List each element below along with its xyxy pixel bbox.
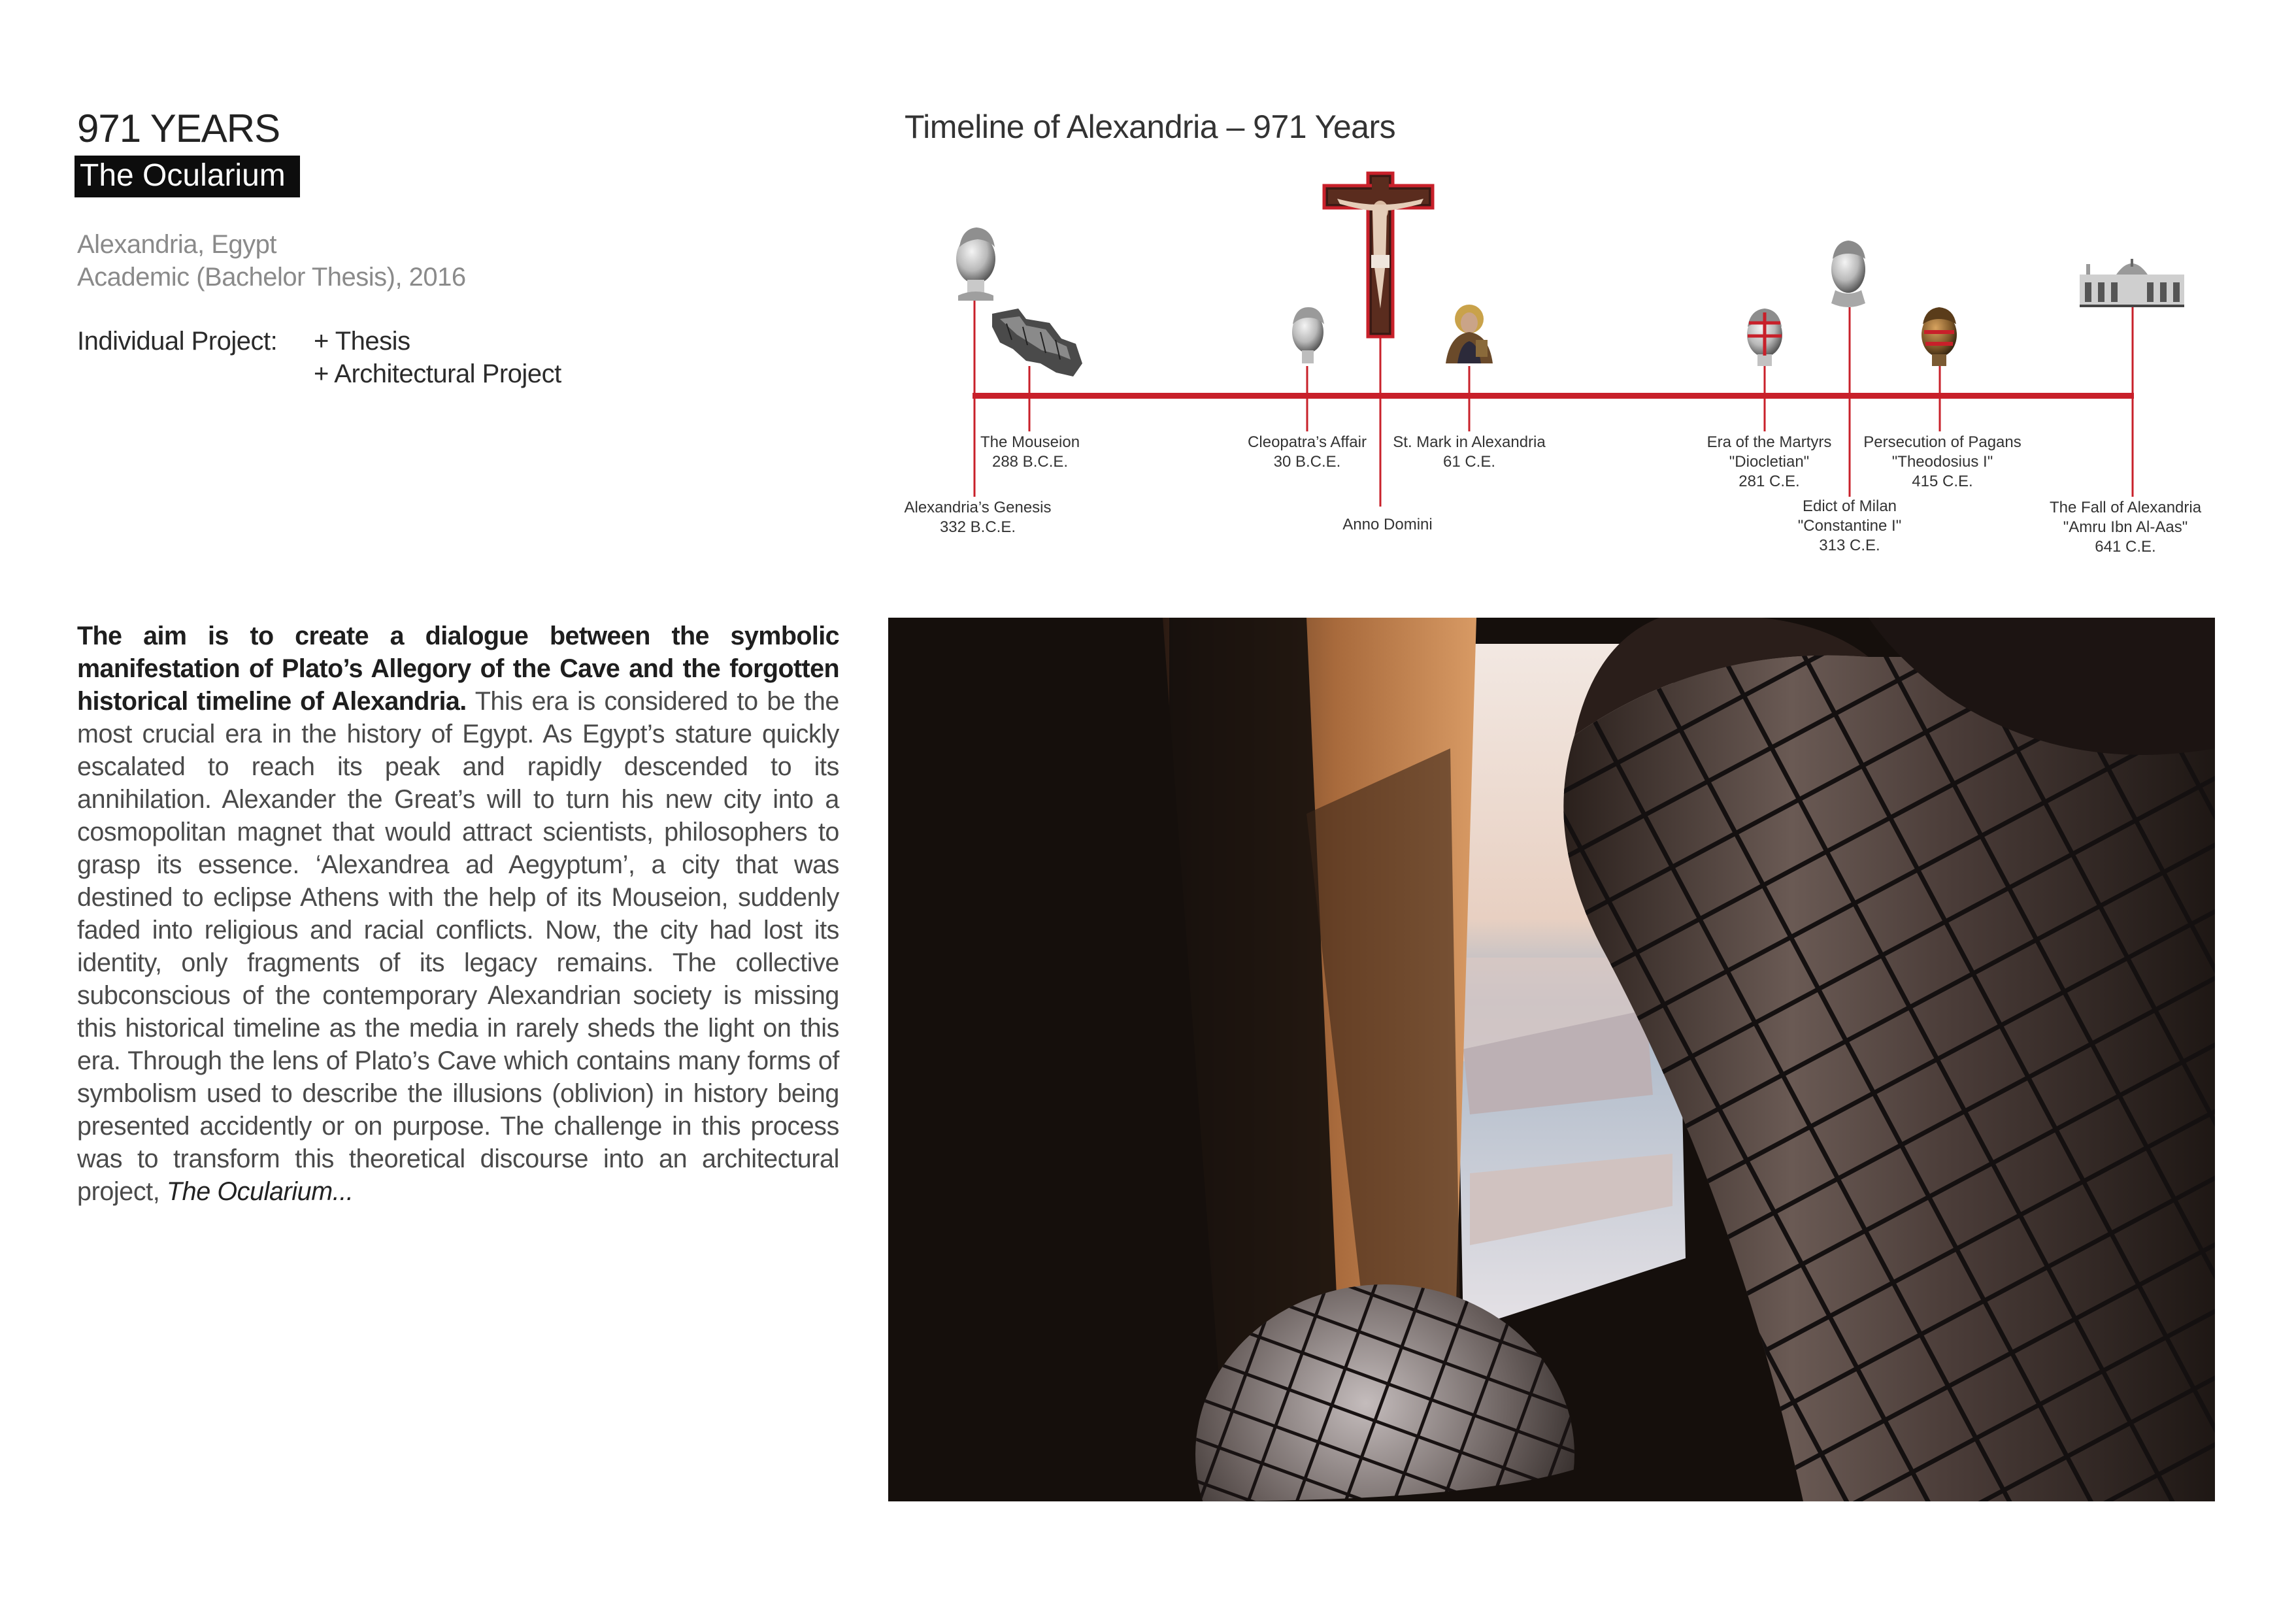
description-lead: The aim is to create a dialogue between the symbolic manifestation of Plato’s Allegory of the Cave and the forgotten historical timeline of Alexandria. (77, 622, 839, 716)
description-closing: The Ocularium... (166, 1177, 354, 1206)
alexander-bust-icon (956, 227, 995, 301)
project-location: Alexandria, Egypt (77, 230, 277, 259)
project-type-item: + Thesis (314, 327, 410, 356)
project-subtitle: The Ocularium (75, 156, 300, 197)
timeline-event-label: Cleopatra’s Affair 30 B.C.E. (1248, 433, 1367, 471)
project-academic-info: Academic (Bachelor Thesis), 2016 (77, 263, 466, 292)
st-mark-icon-portrait (1446, 305, 1493, 363)
timeline-event-label: Anno Domini (1342, 516, 1433, 533)
project-type-label: Individual Project: (77, 327, 278, 356)
diocletian-bust-icon (1747, 309, 1782, 366)
constantine-bust-icon (1831, 241, 1865, 307)
project-type-item: + Architectural Project (314, 359, 561, 388)
timeline-event-label: Era of the Martyrs "Diocletian" 281 C.E. (1706, 433, 1832, 490)
timeline-axis (973, 393, 2134, 399)
project-title: 971 YEARS (77, 107, 280, 150)
timeline-title: Timeline of Alexandria – 971 Years (905, 109, 1396, 145)
timeline-event-label: The Fall of Alexandria "Amru Ibn Al-Aas" 641 C.E. (2049, 499, 2202, 556)
timeline-diagram (0, 0, 2296, 588)
timeline-event-label: Edict of Milan "Constantine I" 313 C.E. (1797, 497, 1902, 554)
timeline-event-label: The Mouseion 288 B.C.E. (980, 433, 1080, 471)
project-description (77, 620, 839, 1208)
description-body: This era is considered to be the most crucial era in the history of Egypt. As Egypt’s stature quickly escalated to reach its peak and rapidly descended to its annihilation. Alexander the Great’s will to turn his new city into a cosmopolitan magnet that would attract scientists, philosophers to grasp its essence. ‘Alexandrea ad Aegyptum’, a city that was destined to eclipse Athens with the help of its Mouseion, suddenly faded into religious and racial conflicts. Now, the city had lost its identity, only fragments of its legacy remains. The collective subconscious of the contemporary Alexandrian society is missing this historical timeline as the media in rarely sheds the light on this era. Through the lens of Plato’s Cave which contains many forms of symbolism used to describe the illusions (oblivion) in history being presented accidently or on purpose. The challenge in this process was to transform this theoretical discourse into an architectural project, (77, 687, 840, 1206)
crucifix-icon (1324, 173, 1433, 337)
timeline-event-label: St. Mark in Alexandria 61 C.E. (1393, 433, 1546, 471)
mouseion-ruins-icon (992, 309, 1082, 376)
cleopatra-bust-icon (1292, 307, 1324, 363)
timeline-event-label: Alexandria’s Genesis 332 B.C.E. (904, 499, 1052, 536)
mosque-icon (2080, 259, 2184, 307)
ocularium-interior-render-image (888, 618, 2215, 1501)
timeline-event-label: Persecution of Pagans "Theodosius I" 415 C.E. (1863, 433, 2021, 490)
theodosius-bust-icon (1922, 307, 1957, 366)
